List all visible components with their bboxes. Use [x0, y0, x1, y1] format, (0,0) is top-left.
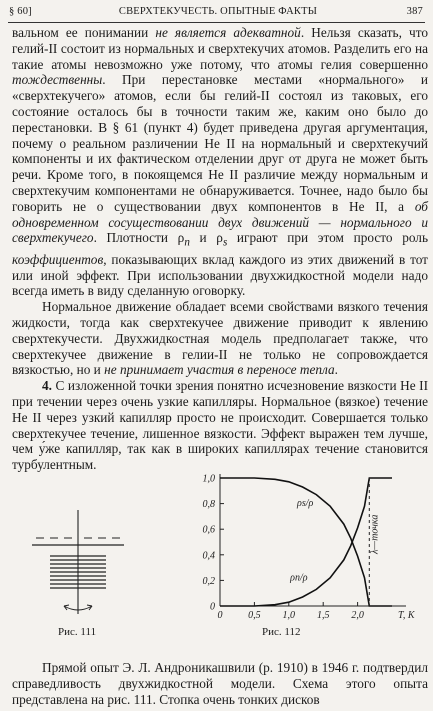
paragraph-3: 4. С изложенной точки зрения понятно исчезновение вязкости He II при течении через очень узкие капилляры. Нормальное (вязкое) течение He II через узкий капилляр просто не происходит. Совершается только сверхтекучее течение, лишенное вязкости. Эффект выражен тем лучше, чем у́же капилляр, так как в широких капиллярах течение становится турбулентным. [12, 378, 428, 473]
figure-111-drawing [28, 510, 128, 620]
figure-111-caption: Рис. 111 [58, 626, 97, 638]
y-tick-label: 0,4 [202, 550, 215, 562]
paragraph-4: Прямой опыт Э. Л. Андроникашвили (р. 1910) в 1946 г. подтвердил справедливость двухжидкостной модели. Схема этого опыта представлена на рис. 111. Стопка очень тонких дисков [12, 660, 428, 707]
y-tick-label: 0,8 [202, 499, 215, 511]
header-rule [8, 22, 425, 23]
body-text [12, 25, 428, 473]
page-header [9, 6, 427, 22]
body-text-continued [12, 660, 428, 707]
x-tick-label: 2,0 [351, 610, 364, 621]
series-label-rhon: ρn/ρ [290, 572, 308, 584]
y-tick-label: 0,6 [202, 524, 215, 536]
figure-112-caption: Рис. 112 [262, 626, 301, 638]
page-number: 387 [406, 6, 423, 17]
figures-row [0, 466, 433, 652]
paragraph-2: Нормальное движение обладает всеми свойствами вязкого течения жидкости, тогда как сверхтекучее движение приводит к явлению сверхтекучести. Двухжидкостная модель предполагает также, что сверхтекучее движение в гелии-II не только не сопровождается вязкостью, но и не принимает участия в переносе тепла. [12, 299, 428, 378]
figure-112-chart [192, 470, 428, 622]
section-marker: § 60] [9, 6, 32, 17]
y-tick-label: 1,0 [202, 473, 215, 485]
y-tick-label: 0,2 [202, 575, 215, 587]
x-tick-label: 1,0 [282, 610, 296, 621]
y-tick-label: 0 [210, 601, 215, 613]
lambda-point-label: λ—точка [369, 514, 381, 555]
item-number: 4. [42, 378, 52, 394]
paragraph-1: вальном ее понимании не является адекватной. Нельзя сказать, что гелий-II состоит из нормальных и сверхтекучих атомов. Разделить его на такие атомы невозможно уже потому, что атомы гелия совершенно тождественны. При перестановке местами «нормального» и «сверхтекучего» атомов, если бы гелий-II состоял из таковых, его состояние осталось бы в точности таким же, каким оно было до перестановки. В § 61 (пункт 4) будет приведена другая аргументация, почему о реальном различении He II на нормальный и сверхтекучий компоненты и их фактическом отделении друг от друга не может быть речи. Кроме того, в покоящемся He II различие между нормальным и сверхтекучим компонентами не обнаруживается. Точнее, надо было бы говорить не о существовании двух компонентов в He II, а об одновременном сосуществовании двух движений — нормального и сверхтекучего. Плотности $\rho_n$ и $\rho_s$ играют при этом просто роль коэффициентов, показывающих вклад каждого из этих движений в тот или иной эффект. При использовании двухжидкостной модели надо всегда иметь в виду сделанную оговорку. [12, 25, 429, 299]
running-title: СВЕРХТЕКУЧЕСТЬ. ОПЫТНЫЕ ФАКТЫ [118, 6, 318, 17]
x-tick-label: 1,5 [316, 610, 330, 621]
x-tick-label: 0 [217, 610, 223, 621]
series-label-rhos: ρs/ρ [297, 498, 314, 510]
x-axis-label: T, K [398, 610, 415, 621]
x-tick-label: 0,5 [248, 610, 261, 621]
